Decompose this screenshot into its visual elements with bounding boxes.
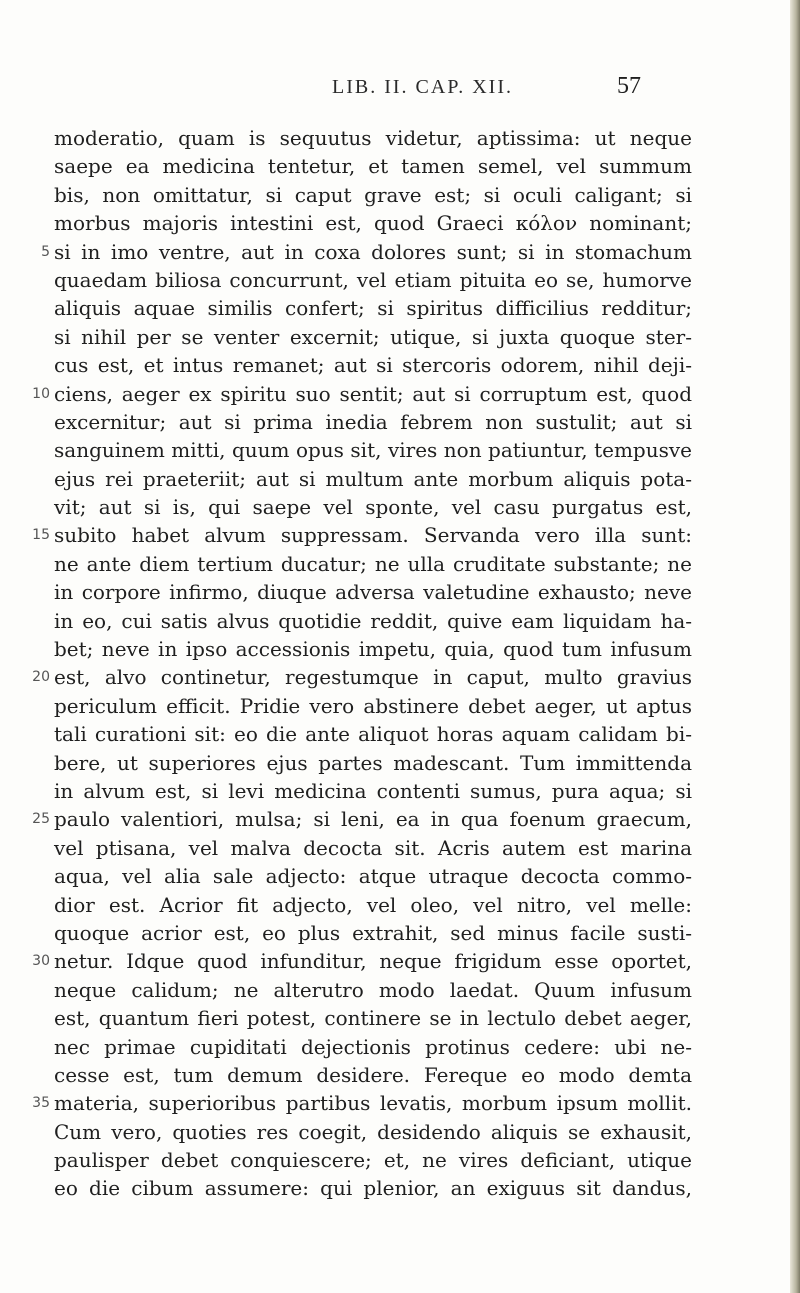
text-line — [0, 578, 790, 606]
line-text: vel ptisana, vel malva decocta sit. Acris autem est marina — [54, 835, 692, 860]
text-line — [0, 947, 790, 975]
page-header — [0, 73, 790, 106]
text-line — [0, 1174, 790, 1202]
line-text: saepe ea medicina tentetur, et tamen semel, vel summum — [54, 154, 692, 179]
line-text: morbus majoris intestini est, quod Graeci κόλον nominant; — [54, 211, 692, 236]
line-text: si nihil per se venter excernit; utique, si juxta quoque ster- — [54, 324, 692, 349]
text-line — [0, 692, 790, 720]
text-line — [0, 408, 790, 436]
line-text: aliquis aquae similis confert; si spiritus difficilius redditur; — [54, 296, 692, 321]
text-line — [0, 1061, 790, 1089]
text-line — [0, 521, 790, 549]
text-line — [0, 380, 790, 408]
line-text: moderatio, quam is sequutus videtur, aptissima: ut neque — [54, 126, 692, 150]
line-text: est, quantum fieri potest, continere se in lectulo debet aeger, — [54, 1006, 692, 1031]
text-line — [0, 805, 790, 833]
line-text: si in imo ventre, aut in coxa dolores sunt; si in stomachum — [54, 239, 692, 264]
text-line — [0, 1033, 790, 1061]
line-text: sanguinem mitti, quum opus sit, vires non patiuntur, tempusve — [54, 438, 692, 463]
text-line — [0, 351, 790, 379]
text-line — [0, 323, 790, 351]
text-line — [0, 209, 790, 237]
line-text: eo die cibum assumere: qui plenior, an exiguus sit dandus, — [54, 1176, 692, 1201]
running-head: LIB. II. CAP. XII. — [332, 76, 513, 98]
line-number: 30 — [32, 953, 50, 970]
line-text: bis, non omittatur, si caput grave est; si oculi caligant; si — [54, 182, 692, 207]
text-line — [0, 181, 790, 209]
line-text: vit; aut si is, qui saepe vel sponte, vel casu purgatus est, — [54, 495, 692, 520]
text-line — [0, 607, 790, 635]
line-text: quaedam biliosa concurrunt, vel etiam pituita eo se, humorve — [54, 267, 692, 292]
line-text: subito habet alvum suppressam. Servanda vero illa sunt: — [54, 523, 692, 548]
text-line — [0, 919, 790, 947]
line-text: ne ante diem tertium ducatur; ne ulla cruditate substante; ne — [54, 551, 692, 576]
text-line — [0, 294, 790, 322]
line-text: bet; neve in ipso accessionis impetu, quia, quod tum infusum — [54, 637, 692, 662]
text-line — [0, 862, 790, 890]
text-line — [0, 266, 790, 294]
line-text: in eo, cui satis alvus quotidie reddit, quive eam liquidam ha- — [54, 608, 692, 633]
text-line — [0, 1089, 790, 1117]
text-line — [0, 777, 790, 805]
text-line — [0, 1118, 790, 1146]
line-text: cesse est, tum demum desidere. Fereque eo modo demta — [54, 1062, 692, 1087]
body-text — [0, 124, 790, 1203]
line-text: nec primae cupiditati dejectionis protinus cedere: ubi ne- — [54, 1034, 692, 1059]
text-line — [0, 834, 790, 862]
text-line — [0, 749, 790, 777]
line-number: 10 — [32, 385, 50, 402]
line-text: dior est. Acrior fit adjecto, vel oleo, vel nitro, vel melle: — [54, 892, 692, 917]
text-line — [0, 124, 790, 152]
text-line — [0, 635, 790, 663]
line-text: neque calidum; ne alterutro modo laedat. Quum infusum — [54, 977, 692, 1002]
line-text: quoque acrior est, eo plus extrahit, sed minus facile susti- — [54, 920, 692, 945]
line-text: Cum vero, quoties res coegit, desidendo aliquis se exhausit, — [54, 1119, 692, 1144]
text-line — [0, 550, 790, 578]
line-number: 20 — [32, 669, 50, 686]
page-number: 57 — [617, 73, 641, 99]
line-text: bere, ut superiores ejus partes madescant. Tum immittenda — [54, 750, 692, 775]
line-text: periculum efficit. Pridie vero abstinere debet aeger, ut aptus — [54, 693, 692, 718]
page-edge-shadow — [790, 0, 800, 1293]
line-number: 35 — [32, 1095, 50, 1112]
line-number: 5 — [41, 243, 50, 260]
line-text: ciens, aeger ex spiritu suo sentit; aut si corruptum est, quod — [54, 381, 692, 406]
text-line — [0, 976, 790, 1004]
line-text: ejus rei praeteriit; aut si multum ante morbum aliquis pota- — [54, 466, 692, 491]
line-text: cus est, et intus remanet; aut si stercoris odorem, nihil deji- — [54, 353, 692, 378]
text-line — [0, 436, 790, 464]
text-line — [0, 493, 790, 521]
text-line — [0, 1146, 790, 1174]
line-text: in alvum est, si levi medicina contenti sumus, pura aqua; si — [54, 778, 692, 803]
line-text: paulo valentiori, mulsa; si leni, ea in qua foenum graecum, — [54, 807, 692, 832]
text-line — [0, 720, 790, 748]
line-text: aqua, vel alia sale adjecto: atque utraque decocta commo- — [54, 864, 692, 889]
text-line — [0, 891, 790, 919]
line-text: in corpore infirmo, diuque adversa valetudine exhausto; neve — [54, 580, 692, 605]
text-line — [0, 1004, 790, 1032]
line-text: paulisper debet conquiescere; et, ne vires deficiant, utique — [54, 1148, 692, 1173]
text-line — [0, 238, 790, 266]
line-text: tali curationi sit: eo die ante aliquot horas aquam calidam bi- — [54, 722, 692, 747]
line-text: est, alvo continetur, regestumque in caput, multo gravius — [54, 665, 692, 690]
text-line — [0, 465, 790, 493]
line-text: netur. Idque quod infunditur, neque frigidum esse oportet, — [54, 949, 692, 974]
line-number: 25 — [32, 811, 50, 828]
line-number: 15 — [32, 527, 50, 544]
line-text: materia, superioribus partibus levatis, morbum ipsum mollit. — [54, 1091, 692, 1116]
line-text: excernitur; aut si prima inedia febrem non sustulit; aut si — [54, 409, 692, 434]
text-line — [0, 152, 790, 180]
text-line — [0, 663, 790, 691]
